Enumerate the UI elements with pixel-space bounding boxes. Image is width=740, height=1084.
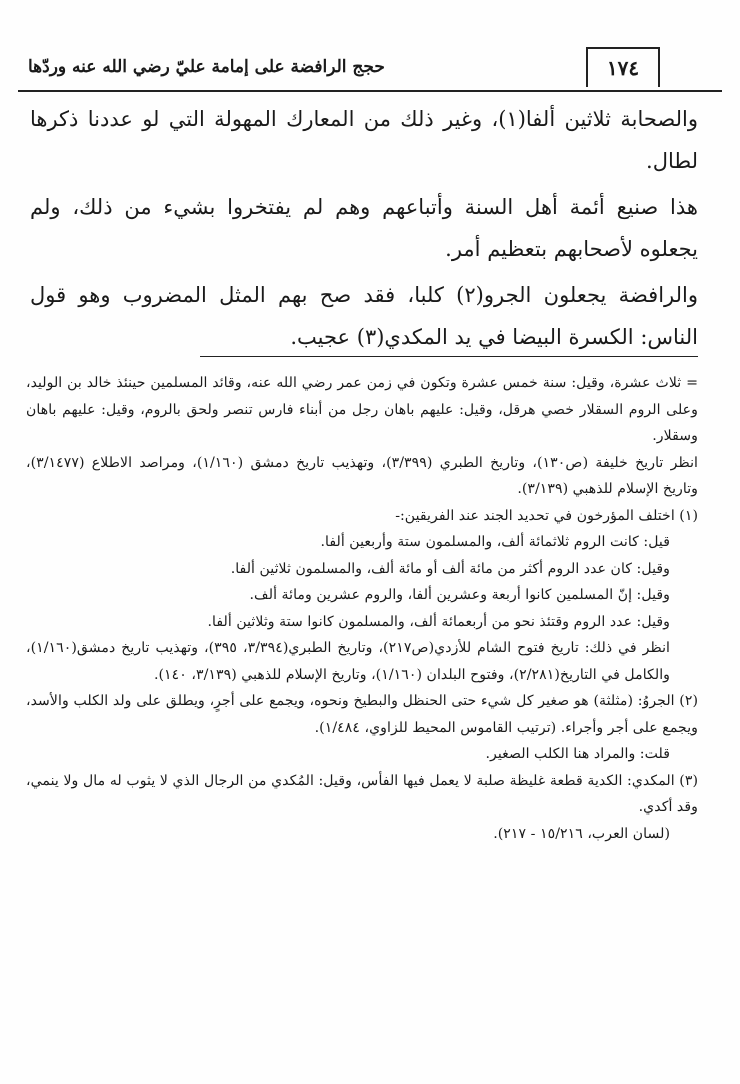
main-text bbox=[30, 98, 698, 362]
footnote-line: انظر في ذلك: تاريخ فتوح الشام للأزدي(ص٢١٧)، وتاريخ الطبري(٣/٣٩٤، ٣٩٥)، وتهذيب تاريخ دمشق(١/١٦٠)، والكامل في التاريخ(٢/٢٨١)، وفتوح البلدان (١/١٦٠)، وتاريخ الإسلام للذهبي (٣/١٣٩، ١٤٠). bbox=[26, 640, 670, 683]
footnote-line: وقيل: إنّ المسلمين كانوا أربعة وعشرين ألفا، والروم عشرين ومائة ألف. bbox=[249, 587, 670, 603]
footnote-line: (٢) الجروُ: (مثلثة) هو صغير كل شيء حتى الحنظل والبطيخ ونحوه، ويجمع على أجرٍ، ويطلق على ولد الكلب والأسد، ويجمع على أجر وأجراء. (ترتيب القاموس المحيط للزاوي، ١/٤٨٤). bbox=[26, 693, 698, 736]
footnote-line: قلت: والمراد هنا الكلب الصغير. bbox=[485, 746, 670, 762]
footnote-line: (٣) المكدي: الكدية قطعة غليظة صلبة لا يعمل فيها الفأس، وقيل: المُكدي من الرجال الذي لا يثوب له مال ولا ينمي، وقد أكدي. bbox=[26, 772, 698, 815]
paragraph-1: والصحابة ثلاثين ألفا(١)، وغير ذلك من المعارك المهولة التي لو عددنا ذكرها لطال. bbox=[30, 107, 698, 173]
paragraph-3: والرافضة يجعلون الجرو(٢) كلبا، فقد صح بهم المثل المضروب وهو قول الناس: الكسرة البيضا في يد المكدي(٣) عجيب. bbox=[30, 283, 698, 349]
page-header bbox=[18, 45, 722, 91]
footnote-line: (لسان العرب، ١٥/٢١٦ - ٢١٧). bbox=[493, 825, 670, 842]
footnote-line: (١) اختلف المؤرخون في تحديد الجند عند الفريقين:- bbox=[395, 507, 698, 524]
footnote-line: = ثلاث عشرة، وقيل: سنة خمس عشرة وتكون في زمن عمر رضي الله عنه، وقائد المسلمين حينئذ خالد بن الوليد، وعلى الروم السقلار خصي هرقل، وقيل: عليهم باهان رجل من أبناء فارس تنصر ولحق بالروم، وقيل: عليهم باهان وسقلار. bbox=[26, 375, 698, 444]
footnote-separator bbox=[200, 356, 698, 357]
header-rule bbox=[18, 90, 722, 92]
footnote-line: قيل: كانت الروم ثلاثمائة ألف، والمسلمون ستة وأربعين ألفا. bbox=[320, 534, 670, 550]
footnotes bbox=[26, 370, 698, 847]
footnote-line: وقيل: كان عدد الروم أكثر من مائة ألف أو مائة ألف، والمسلمون ثلاثين ألفا. bbox=[230, 560, 670, 577]
page-number: ١٧٤ bbox=[586, 47, 660, 87]
paragraph-2: هذا صنيع أئمة أهل السنة وأتباعهم وهم لم يفتخروا بشيء من ذلك، ولم يجعلوه لأصحابهم بتعظيم أمر. bbox=[30, 195, 698, 261]
footnote-line: وقيل: عدد الروم وقتئذ نحو من أربعمائة ألف، والمسلمون كانوا ستة وثلاثين ألفا. bbox=[207, 613, 670, 630]
footnote-line: انظر تاريخ خليفة (ص١٣٠)، وتاريخ الطبري (٣/٣٩٩)، وتهذيب تاريخ دمشق (١/١٦٠)، ومراصد الاطلاع (٣/١٤٧٧)، وتاريخ الإسلام للذهبي (٣/١٣٩). bbox=[26, 454, 698, 497]
running-title: حجج الرافضة على إمامة عليّ رضي الله عنه وردّها bbox=[28, 57, 385, 77]
